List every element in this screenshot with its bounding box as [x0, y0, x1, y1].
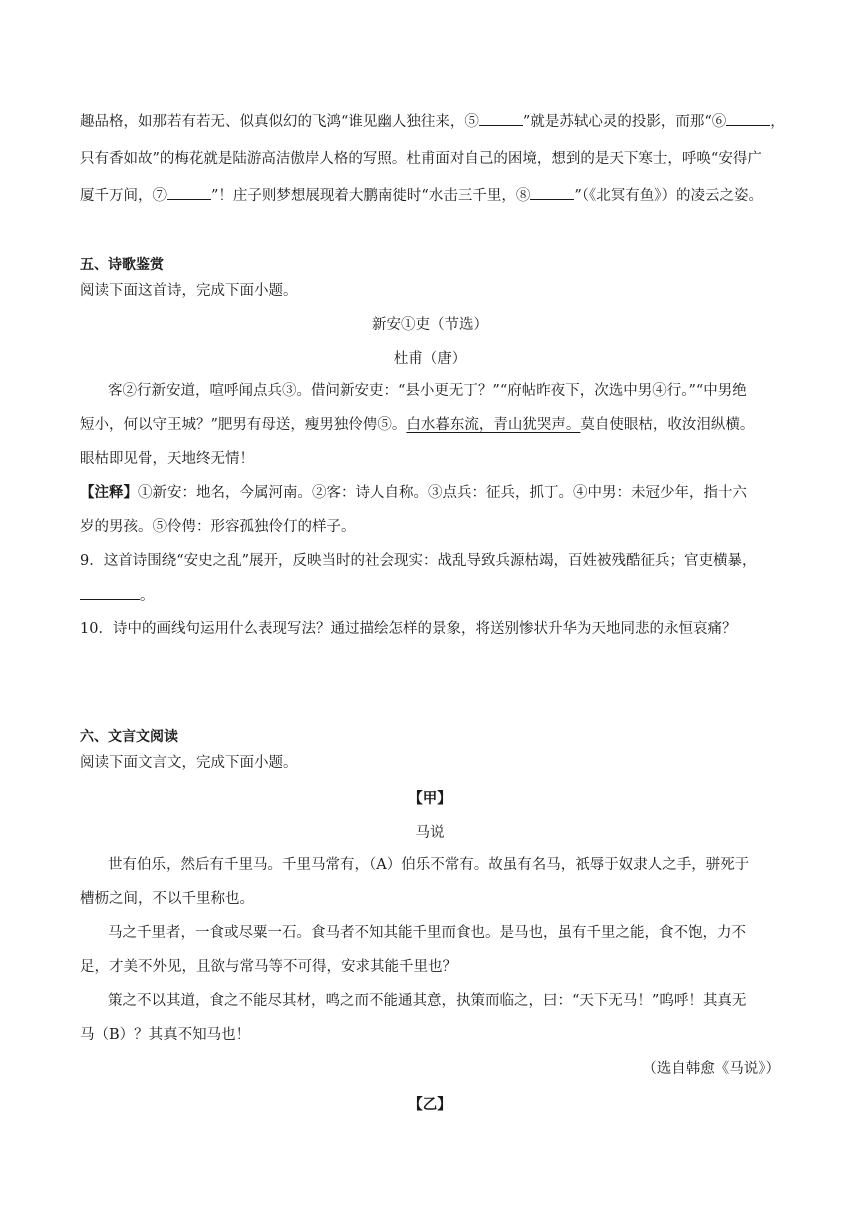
note-line: 岁的男孩。⑤伶俜：形容孤独伶仃的样子。	[80, 519, 356, 535]
text-segment: 。	[140, 588, 155, 604]
poem-line: 眼枯即见骨，天地终无情！	[80, 451, 254, 467]
part-label-b: 【乙】	[408, 1096, 452, 1113]
poem-line	[80, 414, 780, 436]
fill-blank[interactable]	[479, 110, 523, 126]
paragraph-line	[80, 184, 780, 207]
note-line	[80, 482, 780, 504]
section-heading: 五、诗歌鉴赏	[80, 257, 164, 273]
text-segment: 趣品格，如那若有若无、似真似幻的飞鸿“谁见幽人独往来，⑤	[80, 114, 479, 130]
classical-text-line: 足，才美不外见，且欲与常马等不可得，安求其能千里也？	[80, 959, 457, 975]
text-segment: ”就是苏轼心灵的投影，而那“⑥	[522, 114, 727, 130]
poem-title: 新安①吏（节选）	[372, 317, 488, 333]
source-citation: （选自韩愈《马说》）	[642, 1061, 780, 1077]
poem-author: 杜甫（唐）	[393, 351, 467, 367]
poem-line: 客②行新安道，喧呼闻点兵③。借问新安吏：“县小更无丁？”“府帖昨夜下，次选中男④行。”“中男绝	[108, 383, 747, 399]
section-heading: 六、文言文阅读	[80, 729, 178, 745]
fill-blank[interactable]	[80, 584, 140, 600]
question-9-answer-line	[80, 584, 780, 607]
part-label-a: 【甲】	[408, 790, 452, 807]
paragraph-line	[80, 148, 780, 170]
text-title: 马说	[415, 825, 445, 841]
classical-text-line: 世有伯乐，然后有千里马。千里马常有，（A）伯乐不常有。故虽有名马，祇辱于奴隶人之手，骈死于	[108, 857, 750, 873]
text-segment: ，	[770, 114, 785, 130]
paragraph-line	[80, 110, 785, 133]
text-segment: ”！庄子则梦想展现着大鹏南徙时“水击三千里，⑧	[211, 188, 531, 204]
text-segment: 只有香如故”的梅花就是陆游高洁傲岸人格的写照。杜甫面对自己的困境，想到的是天下寒士，呼唤“安得广	[80, 151, 762, 167]
text-segment: 短小，何以守王城？”肥男有母送，瘦男独伶俜⑤。	[80, 417, 407, 433]
classical-text-line: 槽枥之间，不以千里称也。	[80, 891, 254, 907]
fill-blank[interactable]	[530, 184, 574, 200]
classical-text-line: 马之千里者，一食或尽粟一石。食马者不知其能千里而食也。是马也，虽有千里之能，食不饱，力不	[108, 925, 746, 941]
classical-text-line: 马（B）？其真不知马也！	[80, 1027, 251, 1043]
text-segment: ①新安：地名，今属河南。②客：诗人自称。③点兵：征兵，抓丁。④中男：未冠少年，指十六	[138, 485, 747, 501]
classical-text-line: 策之不以其道，食之不能尽其材，鸣之而不能通其意，执策而临之，曰：“天下无马！”呜呼！其真无	[108, 993, 747, 1009]
text-segment: 厦千万间，⑦	[80, 188, 167, 204]
question-10: 10．诗中的画线句运用什么表现写法？通过描绘怎样的景象，将送别惨状升华为天地同悲的永恒哀痛？	[80, 621, 737, 637]
section-intro: 阅读下面文言文，完成下面小题。	[80, 755, 298, 771]
fill-blank[interactable]	[726, 110, 770, 126]
text-segment: 莫自使眼枯，收汝泪纵横。	[580, 417, 755, 433]
note-label: 【注释】	[80, 484, 138, 501]
fill-blank[interactable]	[167, 184, 211, 200]
underlined-verse: 白水暮东流，青山犹哭声。	[406, 417, 581, 433]
question-9: 9．这首诗围绕“安史之乱”展开，反映当时的社会现实：战乱导致兵源枯竭，百姓被残酷征兵；官吏横暴，	[80, 553, 757, 569]
section-intro: 阅读下面这首诗，完成下面小题。	[80, 283, 298, 299]
text-segment: ”（《北冥有鱼》）的凌云之姿。	[574, 188, 763, 204]
